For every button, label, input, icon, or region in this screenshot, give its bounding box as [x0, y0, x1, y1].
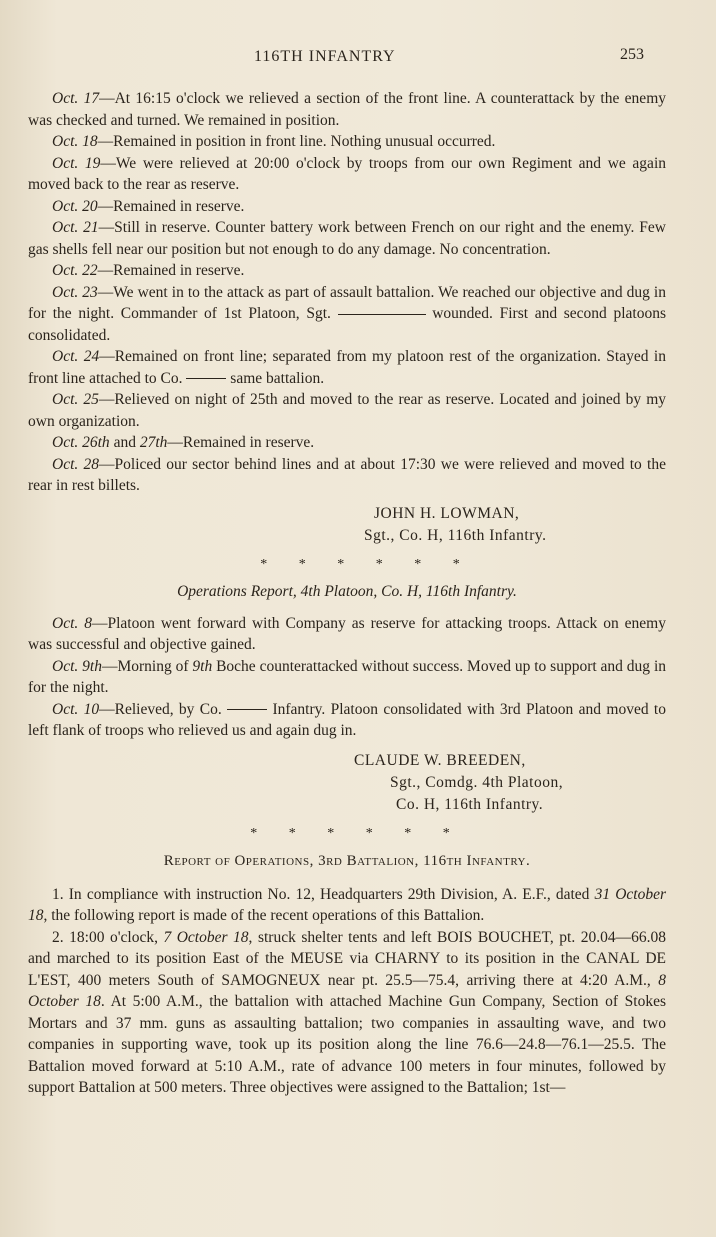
battalion-report-heading: Report of Operations, 3rd Battalion, 116th Infantry. — [163, 852, 531, 869]
entry-date: Oct. 18 — [52, 133, 98, 150]
platoon-report-heading: Operations Report, 4th Platoon, Co. H, 116th Infantry. — [177, 582, 517, 600]
entry-oct-17 — [28, 88, 666, 131]
signature-name: JOHN H. LOWMAN, — [374, 504, 520, 522]
paragraph-text-continued: , the following report is made of the recent operations of this Battalion. — [43, 907, 485, 924]
signature-unit: Co. H, 116th Infantry. — [396, 795, 544, 813]
daily-entries-2 — [28, 613, 666, 742]
entry-text: —Platoon went forward with Company as reserve for attacking troops. Attack on enemy was successful and objective gained. — [28, 614, 666, 653]
entry-date: Oct. 17 — [52, 90, 100, 107]
paragraph-2 — [28, 927, 666, 1099]
redacted-company-blank — [186, 378, 226, 379]
entry-date: Oct. 23 — [52, 283, 98, 301]
entry-text-continued: Boche counterattacked without success. Moved up to support and dug in for the night. — [28, 657, 666, 696]
section-divider-2: * * * * * * — [250, 825, 464, 841]
page-number: 253 — [620, 46, 644, 63]
entry-text-continued: same battalion. — [226, 369, 325, 387]
battalion-report-body — [28, 884, 666, 1099]
report-date: 31 October 18 — [28, 885, 666, 924]
entry-date: Oct. 24 — [52, 348, 100, 365]
paragraph-1 — [28, 884, 666, 927]
entry-text: —Morning of — [101, 657, 193, 675]
redacted-name-blank — [338, 314, 426, 315]
paragraph-text: 2. 18:00 o'clock, — [52, 928, 164, 946]
paragraph-text-continued: , struck shelter tents and left BOIS BOUCHET, pt. 20.04—66.08 and marched to its position East of the MEUSE via CHARNY to its position in the CANAL DE L'EST, 400 meters South of SAMOGNEUX near pt. 25.5—75.4, arriving there at 4:20 A.M., — [28, 928, 666, 989]
entry-date: Oct. 9th — [52, 657, 102, 675]
signature-title: Sgt., Comdg. 4th Platoon, — [390, 773, 564, 791]
signature-breeden — [28, 750, 666, 816]
running-head — [0, 46, 716, 70]
section-divider: * * * * * * — [260, 556, 474, 572]
entry-text: —Relieved, by Co. — [99, 700, 228, 718]
signature-lowman — [28, 503, 666, 547]
entry-text: —We went in to the attack as part of assault battalion. We reached our objective and dug in for the night. Commander of 1st Platoon, Sgt. — [28, 283, 666, 322]
entry-oct-23 — [28, 282, 666, 347]
entry-date-2: 9th — [192, 657, 213, 675]
report-date-2: 8 October 18 — [28, 971, 666, 1010]
entry-text: —Remained on front line; separated from my platoon rest of the organization. Stayed in front line attached to Co. — [28, 348, 666, 387]
entry-conjunction: and — [109, 434, 140, 451]
entry-date: Oct. 26th — [52, 434, 110, 451]
signature-name: CLAUDE W. BREEDEN, — [354, 751, 526, 769]
page-body — [28, 88, 666, 1099]
entry-date: Oct. 10 — [52, 700, 100, 718]
entry-oct-18 — [28, 131, 666, 153]
entry-oct-28 — [28, 454, 666, 497]
entry-text: —Remained in reserve. — [167, 434, 315, 451]
entry-oct-25 — [28, 389, 666, 432]
entry-text: —Remained in reserve. — [97, 262, 245, 279]
entry-date-2: 27th — [139, 434, 168, 451]
redacted-company-blank — [227, 709, 267, 710]
running-title: 116TH INFANTRY — [254, 48, 396, 65]
paragraph-text: 1. In compliance with instruction No. 12, Headquarters 29th Division, A. E.F., dated — [52, 885, 595, 903]
paragraph-text-end: . At 5:00 A.M., the battalion with attached Machine Gun Company, Section of Stokes Mortars and 37 mm. guns as assaulting battalion; two companies in assaulting wave, and two companies in supporting wave, took up its position along the line 76.6—24.8—76.1—25.5. The Battalion moved forward at 5:10 A.M., rate of advance 100 meters in four minutes, followed by support Battalion at 500 meters. Three objectives were assigned to the Battalion; 1st— — [28, 993, 666, 1096]
entry-text: —Relieved on night of 25th and moved to the rear as reserve. Located and joined by my own organization. — [28, 391, 666, 430]
signature-title: Sgt., Co. H, 116th Infantry. — [364, 526, 547, 544]
entry-text-continued: wounded. First and second platoons consolidated. — [28, 305, 666, 344]
daily-entries-1 — [28, 88, 666, 497]
entry-text: —Policed our sector behind lines and at about 17:30 we were relieved and moved to the rear in rest billets. — [28, 455, 666, 494]
entry-text: —We were relieved at 20:00 o'clock by troops from our own Regiment and we again moved back to the rear as reserve. — [28, 154, 666, 193]
entry-oct-22 — [28, 260, 666, 282]
entry-text-continued: Infantry. Platoon consolidated with 3rd Platoon and moved to left flank of troops who relieved us and again dug in. — [28, 700, 666, 739]
entry-date: Oct. 8 — [52, 614, 92, 632]
entry-oct-24 — [28, 346, 666, 389]
entry-oct-26-27 — [28, 432, 666, 454]
entry-date: Oct. 25 — [52, 391, 99, 408]
entry-date: Oct. 20 — [52, 197, 98, 215]
entry-date: Oct. 19 — [52, 154, 101, 172]
entry-date: Oct. 21 — [52, 219, 99, 236]
entry-date: Oct. 22 — [52, 262, 98, 279]
entry-oct-10 — [28, 699, 666, 742]
entry-oct-21 — [28, 217, 666, 260]
entry-oct-20 — [28, 196, 666, 218]
report-date: 7 October 18 — [163, 928, 249, 946]
entry-text: —Still in reserve. Counter battery work between French on our right and the enemy. Few gas shells fell near our position but not enough to do any damage. No concentration. — [28, 219, 667, 258]
entry-oct-8 — [28, 613, 666, 656]
entry-text: —At 16:15 o'clock we relieved a section of the front line. A counterattack by the enemy was checked and turned. We remained in position. — [28, 90, 666, 129]
entry-oct-19 — [28, 153, 666, 196]
entry-oct-9 — [28, 656, 666, 699]
entry-text: —Remained in reserve. — [97, 197, 245, 215]
entry-date: Oct. 28 — [52, 455, 100, 473]
entry-text: —Remained in position in front line. Nothing unusual occurred. — [97, 133, 496, 150]
